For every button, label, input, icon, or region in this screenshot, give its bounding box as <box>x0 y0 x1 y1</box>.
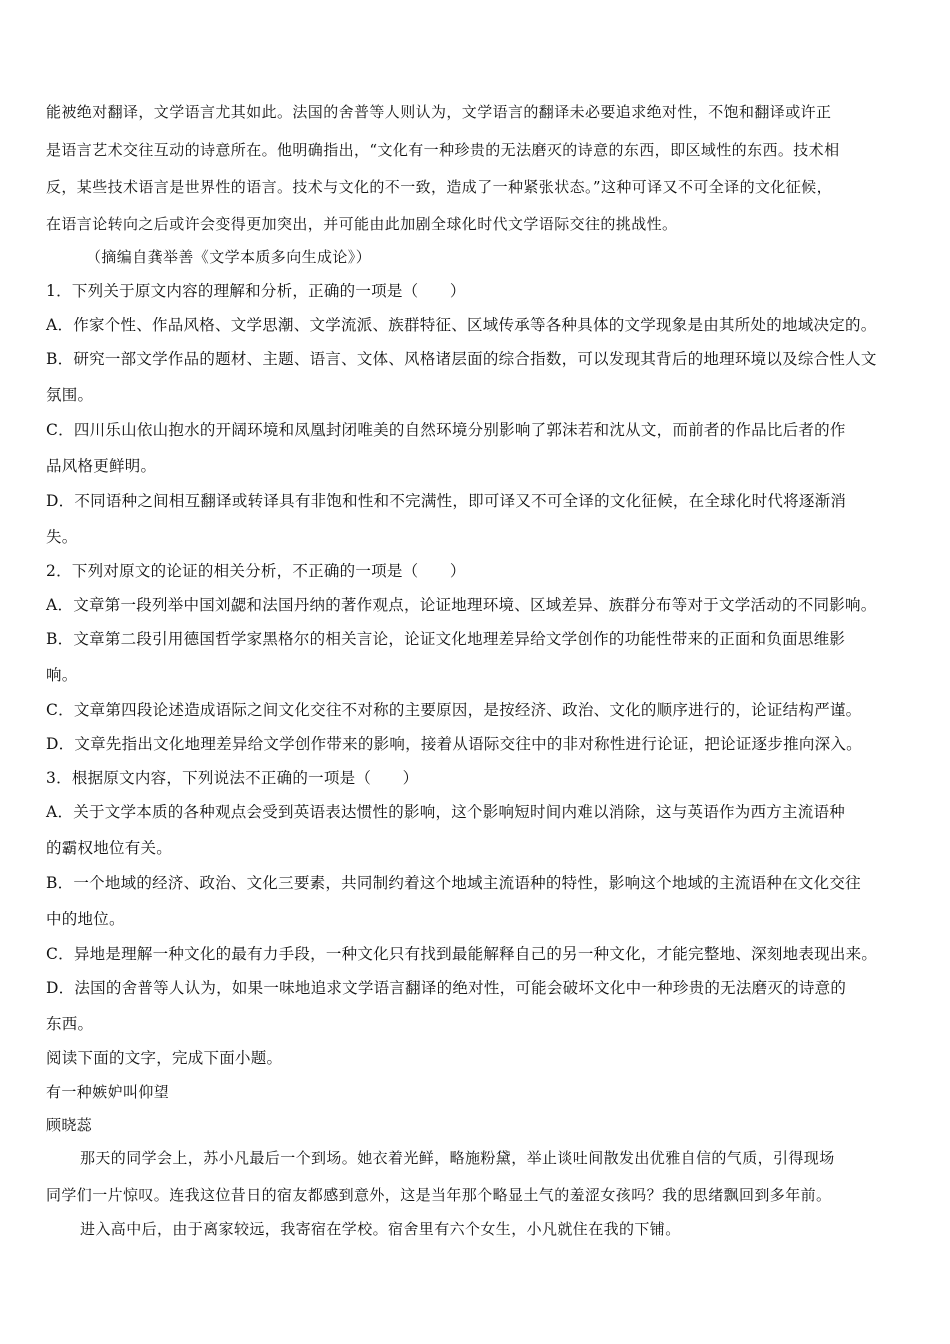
option-b: B．一个地域的经济、政治、文化三要素，共同制约着这个地域主流语种的特性，影响这个地域的主流语种在文化交往 <box>46 874 861 892</box>
option-d: D．法国的舍普等人认为，如果一味地追求文学语言翻译的绝对性，可能会破坏文化中一种珍贵的无法磨灭的诗意的 <box>46 979 847 997</box>
option-b-cont: 中的地位。 <box>46 910 125 928</box>
question-stem: 1．下列关于原文内容的理解和分析，正确的一项是（ ） <box>46 282 466 300</box>
option-c: C．四川乐山依山抱水的开阔环境和凤凰封闭唯美的自然环境分别影响了郭沫若和沈从文，而前者的作品比后者的作 <box>46 421 846 439</box>
passage-line: 在语言论转向之后或许会变得更加突出，并可能由此加剧全球化时代文学语际交往的挑战性。 <box>46 215 678 233</box>
option-b-cont: 响。 <box>46 666 78 684</box>
story-paragraph: 进入高中后，由于离家较远，我寄宿在学校。宿舍里有六个女生，小凡就住在我的下铺。 <box>80 1220 681 1238</box>
option-a: A．作家个性、作品风格、文学思潮、文学流派、族群特征、区域传承等各种具体的文学现象是由其所处的地域决定的。 <box>46 316 877 334</box>
reading-instruction: 阅读下面的文字，完成下面小题。 <box>46 1049 283 1067</box>
question-stem: 2．下列对原文的论证的相关分析，不正确的一项是（ ） <box>46 562 466 580</box>
option-a-cont: 的霸权地位有关。 <box>46 839 173 857</box>
option-a: A．关于文学本质的各种观点会受到英语表达惯性的影响，这个影响短时间内难以消除，这与英语作为西方主流语种 <box>46 803 845 821</box>
option-d: D．不同语种之间相互翻译或转译具有非饱和性和不完满性，即可译又不可全译的文化征候，在全球化时代将逐渐消 <box>46 492 847 510</box>
option-b: B．文章第二段引用德国哲学家黑格尔的相关言论，论证文化地理差异给文学创作的功能性带来的正面和负面思维影 <box>46 630 846 648</box>
story-paragraph-cont: 同学们一片惊叹。连我这位昔日的宿友都感到意外，这是当年那个略显土气的羞涩女孩吗？我的思绪飘回到多年前。 <box>46 1186 832 1204</box>
option-c: C．文章第四段论述造成语际之间文化交往不对称的主要原因，是按经济、政治、文化的顺序进行的，论证结构严谨。 <box>46 701 862 719</box>
passage-line: 能被绝对翻译，文学语言尤其如此。法国的舍普等人则认为，文学语言的翻译未必要追求绝对性，不饱和翻译或许正 <box>46 103 832 121</box>
passage-line: 反，某些技术语言是世界性的语言。技术与文化的不一致，造成了一种紧张状态。”这种可译又不可全译的文化征候， <box>46 178 832 196</box>
source-note: （摘编自龚举善《文学本质多向生成论》） <box>86 248 372 266</box>
option-d-cont: 东西。 <box>46 1015 94 1033</box>
option-d: D．文章先指出文化地理差异给文学创作带来的影响，接着从语际交往中的非对称性进行论证，把论证逐步推向深入。 <box>46 735 862 753</box>
passage-line: 是语言艺术交往互动的诗意所在。他明确指出，“文化有一种珍贵的无法磨灭的诗意的东西，即区域性的东西。技术相 <box>46 141 840 159</box>
story-author: 顾晓蕊 <box>46 1116 93 1134</box>
question-stem: 3．根据原文内容，下列说法不正确的一项是（ ） <box>46 769 419 787</box>
option-c: C．异地是理解一种文化的最有力手段，一种文化只有找到最能解释自己的另一种文化，才能完整地、深刻地表现出来。 <box>46 945 878 963</box>
option-c-cont: 品风格更鲜明。 <box>46 457 157 475</box>
story-title: 有一种嫉妒叫仰望 <box>46 1083 170 1101</box>
option-a: A．文章第一段列举中国刘勰和法国丹纳的著作观点，论证地理环境、区域差异、族群分布等对于文学活动的不同影响。 <box>46 596 877 614</box>
option-d-cont: 失。 <box>46 528 78 546</box>
story-paragraph: 那天的同学会上，苏小凡最后一个到场。她衣着光鲜，略施粉黛，举止谈吐间散发出优雅自信的气质，引得现场 <box>80 1149 835 1167</box>
option-b-cont: 氛围。 <box>46 386 94 404</box>
option-b: B．研究一部文学作品的题材、主题、语言、文体、风格诸层面的综合指数，可以发现其背后的地理环境以及综合性人文 <box>46 350 877 368</box>
